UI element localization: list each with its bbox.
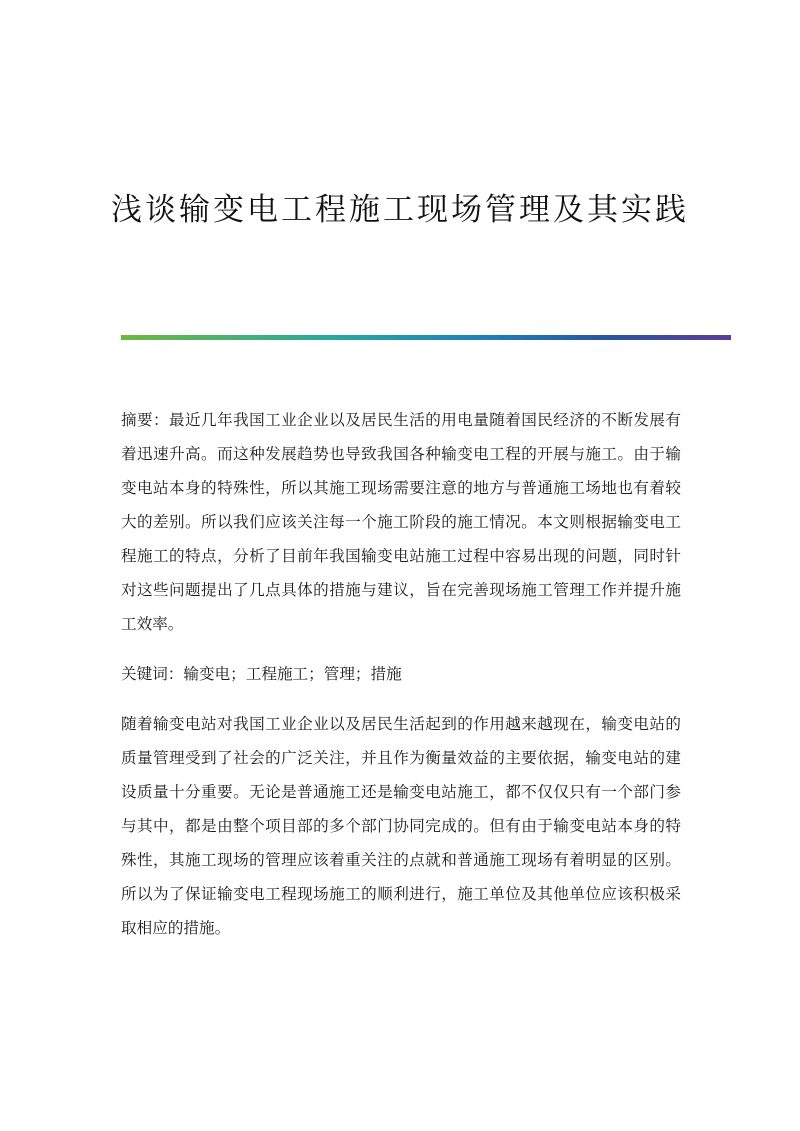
title-divider xyxy=(121,335,731,340)
document-title: 浅谈输变电工程施工现场管理及其实践 xyxy=(111,192,689,228)
body-paragraph: 随着输变电站对我国工业企业以及居民生活起到的作用越来越现在，输变电站的质量管理受到了社会的广泛关注，并且作为衡量效益的主要依据，输变电站的建设质量十分重要。无论是普通施工还是输变电站施工，都不仅仅只有一个部门参与其中，都是由整个项目部的多个部门协同完成的。但有由于输变电站本身的特殊性，其施工现场的管理应该着重关注的点就和普通施工现场有着明显的区别。所以为了保证输变电工程现场施工的顺利进行，施工单位及其他单位应该积极采取相应的措施。 xyxy=(121,715,681,937)
document-body xyxy=(121,403,681,961)
keywords-line: 关键词：输变电；工程施工；管理；措施 xyxy=(121,665,402,683)
abstract-paragraph: 摘要：最近几年我国工业企业以及居民生活的用电量随着国民经济的不断发展有着迅速升高。而这种发展趋势也导致我国各种输变电工程的开展与施工。由于输变电站本身的特殊性，所以其施工现场需要注意的地方与普通施工场地也有着较大的差别。所以我们应该关注每一个施工阶段的施工情况。本文则根据输变电工程施工的特点，分析了目前年我国输变电站施工过程中容易出现的问题，同时针对这些问题提出了几点具体的措施与建议，旨在完善现场施工管理工作并提升施工效率。 xyxy=(121,411,681,633)
